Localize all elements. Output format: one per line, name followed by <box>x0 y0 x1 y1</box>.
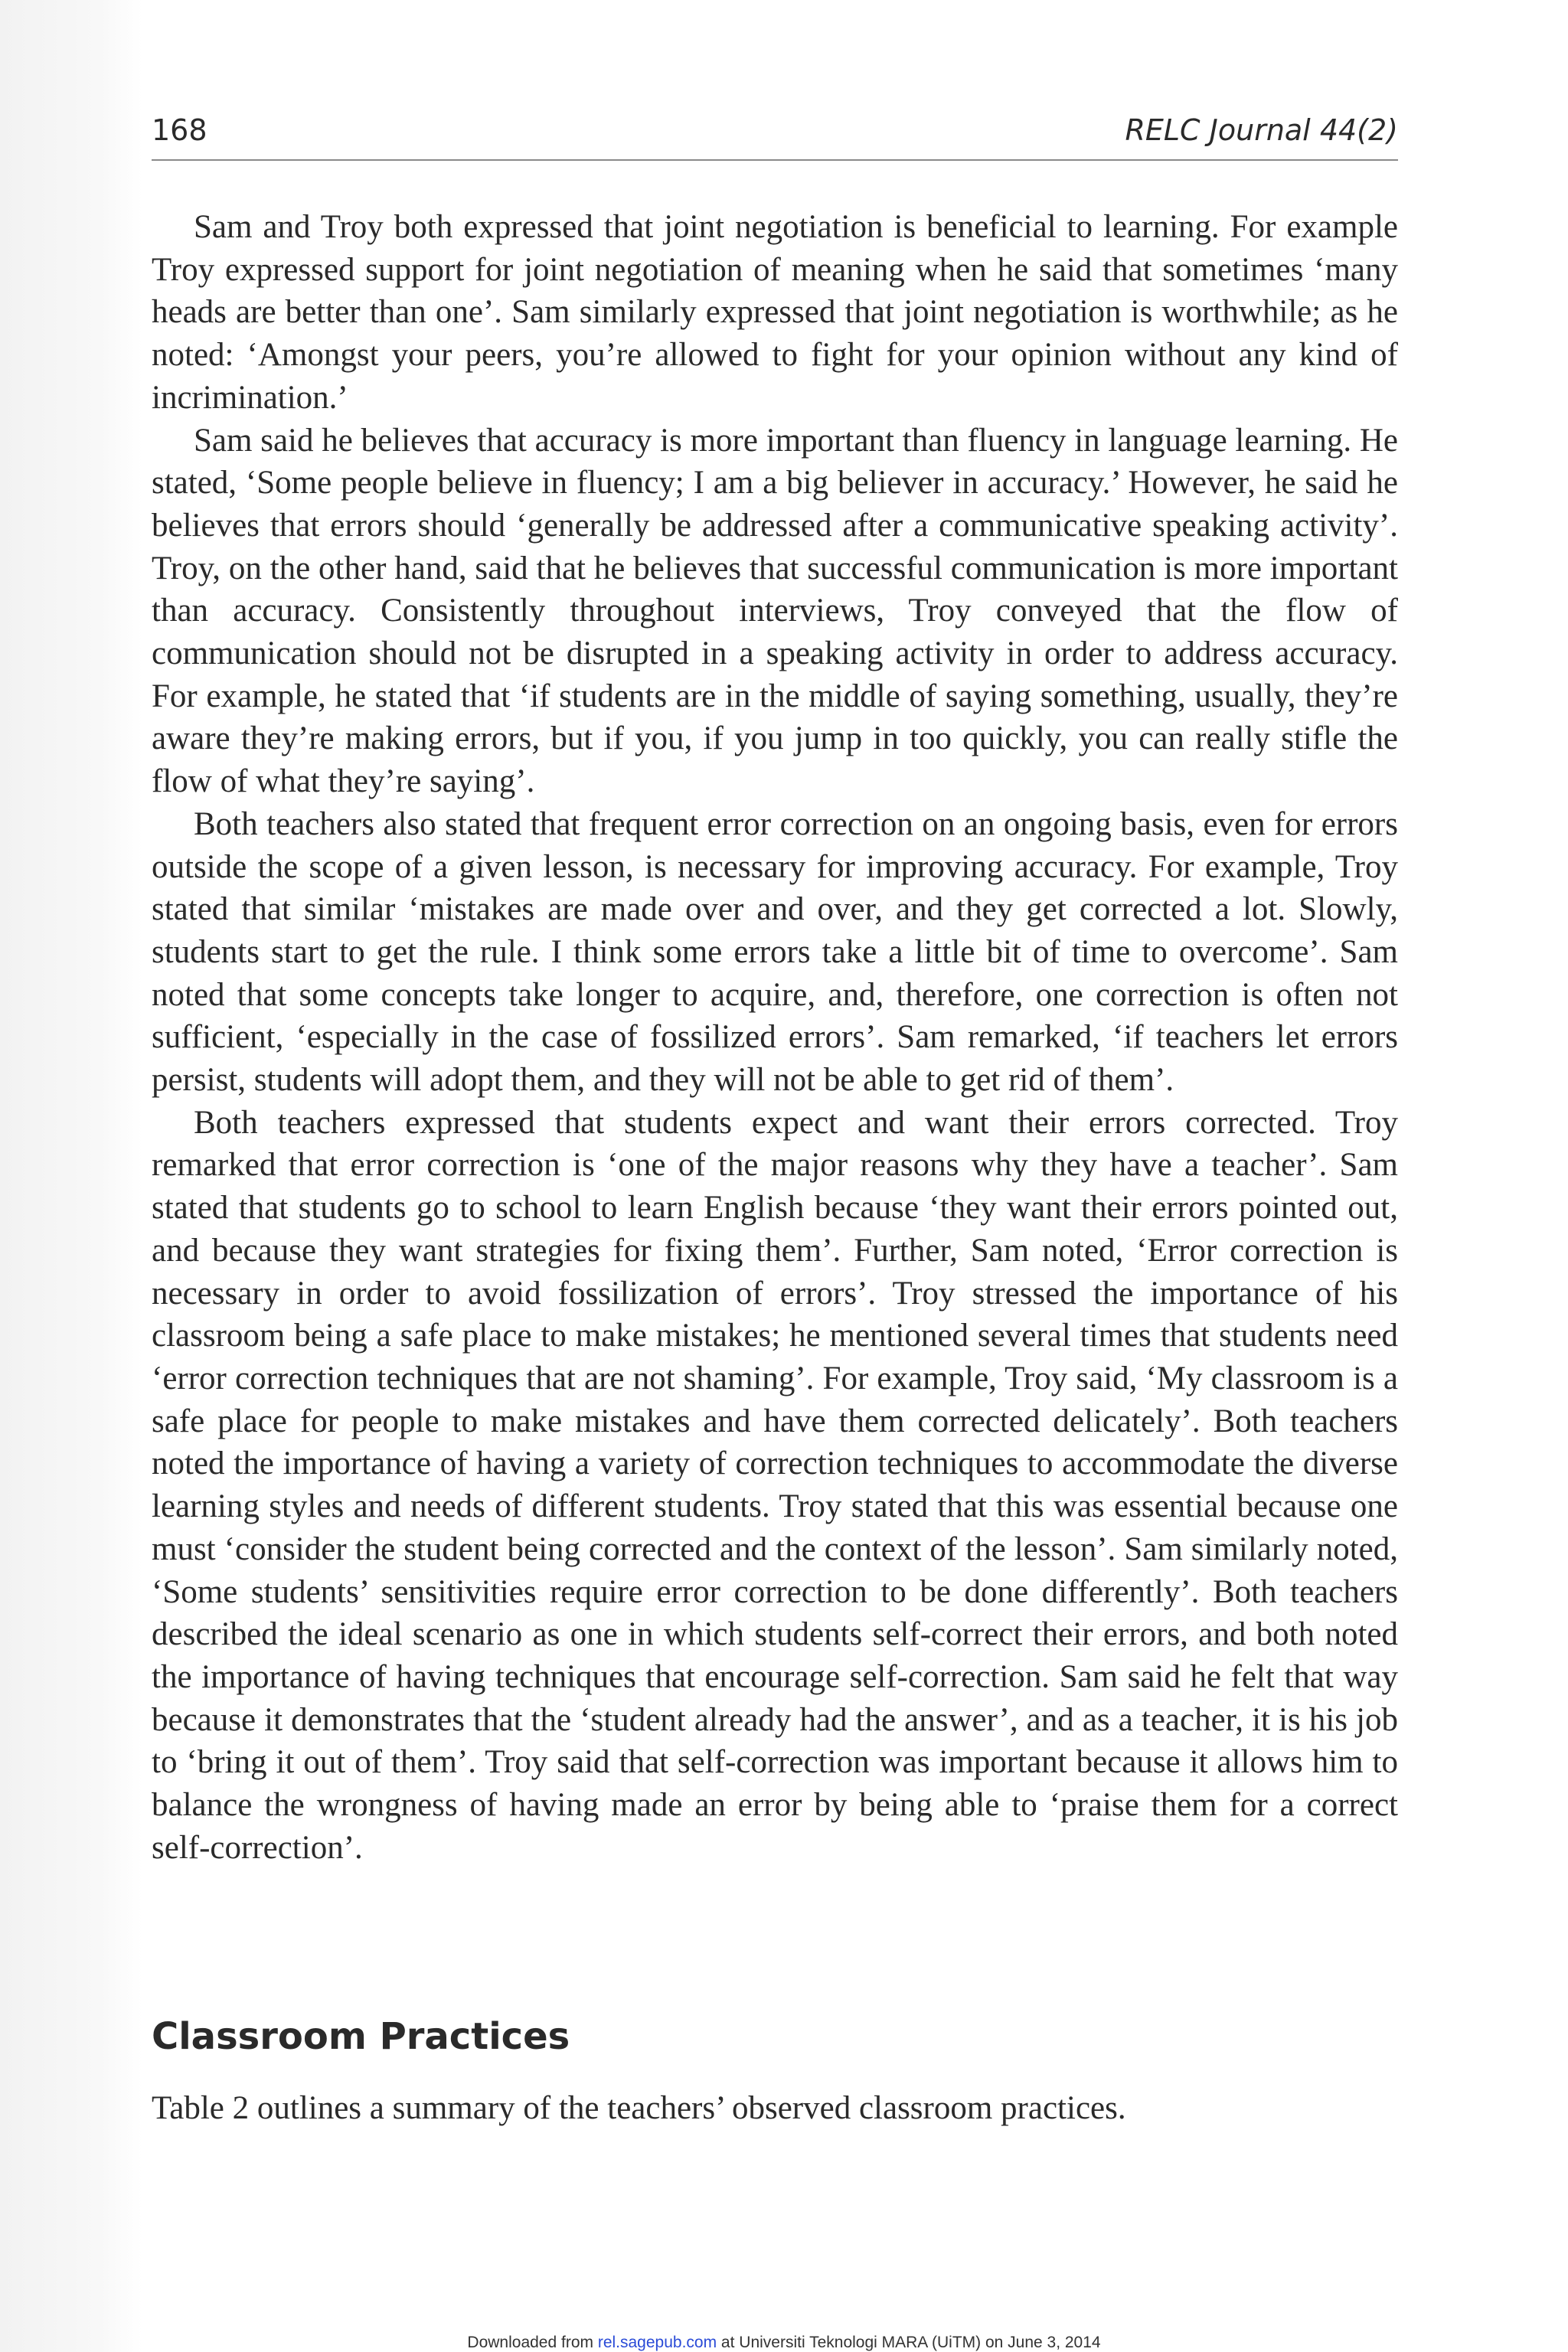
paragraph-students-expect-correction: Both teachers expressed that students expect and want their errors corrected. Troy remarked that error correction is ‘one of the major reasons why they have a teacher’. Sam stated that students go to school to learn English because ‘they want their errors pointed out, and because they want strategies for fixing them’. Further, Sam noted, ‘Error correction is necessary in order to avoid fossilization of errors’. Troy stressed the importance of his classroom being a safe place to make mistakes; he mentioned several times that students need ‘error correction techniques that are not shaming’. For example, Troy said, ‘My classroom is a safe place for people to make mistakes and have them corrected delicately’. Both teachers noted the importance of having a variety of correction techniques to accommodate the diverse learning styles and needs of different students. Troy stated that this was essential because one must ‘consider the student being corrected and the context of the lesson’. Sam similarly noted, ‘Some students’ sensitivities require error correction to be done differently’. Both teachers described the ideal scenario as one in which students self-correct their errors, and both noted the importance of having techniques that encourage self-correction. Sam said he felt that way because it demonstrates that the ‘student already had the answer’, and as a teacher, it is his job to ‘bring it out of them’. Troy said that self-correction was important because it allows him to balance the wrongness of having made an error by being able to ‘praise them for a correct self-correction’. <box>152 1104 1398 1866</box>
section-intro: Table 2 outlines a summary of the teachers’ observed classroom practices. <box>152 2090 1126 2126</box>
paragraph-frequent-correction: Both teachers also stated that frequent error correction on an ongoing basis, even for errors outside the scope of a given lesson, is necessary for improving accuracy. For example, Troy stated that similar ‘mistakes are made over and over, and they get corrected a lot. Slowly, students start to get the rule. I think some errors take a little bit of time to overcome’. Sam noted that some concepts take longer to acquire, and, therefore, one correction is often not sufficient, ‘especially in the case of fossilized errors’. Sam remarked, ‘if teachers let errors persist, students will adopt them, and they will not be able to get rid of them’. <box>152 805 1398 1099</box>
paragraph-joint-negotiation: Sam and Troy both expressed that joint negotiation is beneficial to learning. For example Troy expressed support for joint negotiation of meaning when he said that sometimes ‘many heads are better than one’. Sam similarly expressed that joint negotiation is worthwhile; as he noted: ‘Amongst your peers, you’re allowed to fight for your opinion without any kind of incrimination.’ <box>152 209 1398 416</box>
page-number: 168 <box>152 113 207 147</box>
download-footer <box>0 2334 1568 2352</box>
journal-title: RELC Journal 44(2) <box>1125 113 1398 147</box>
running-head <box>152 113 1398 161</box>
footer-suffix: at Universiti Teknologi MARA (UiTM) on June 3, 2014 <box>717 2334 1101 2351</box>
footer-site-link[interactable]: rel.sagepub.com <box>597 2334 717 2351</box>
body-text <box>152 206 1398 1869</box>
paragraph-accuracy-fluency: Sam said he believes that accuracy is more important than fluency in language learning. He stated, ‘Some people believe in fluency; I am a big believer in accuracy.’ However, he said he believes that errors should ‘generally be addressed after a communicative speaking activity’. Troy, on the other hand, said that he believes that successful communication is more important than accuracy. Consistently throughout interviews, Troy conveyed that the flow of communication should not be disrupted in a speaking activity in order to address accuracy. For example, he stated that ‘if students are in the middle of saying something, usually, they’re aware they’re making errors, but if you, if you jump in too quickly, you can really stifle the flow of what they’re saying’. <box>152 422 1398 800</box>
journal-page <box>152 0 1398 2352</box>
section-heading: Classroom Practices <box>152 2015 570 2058</box>
scan-margin-shading <box>0 0 142 2352</box>
footer-prefix: Downloaded from <box>467 2334 598 2351</box>
